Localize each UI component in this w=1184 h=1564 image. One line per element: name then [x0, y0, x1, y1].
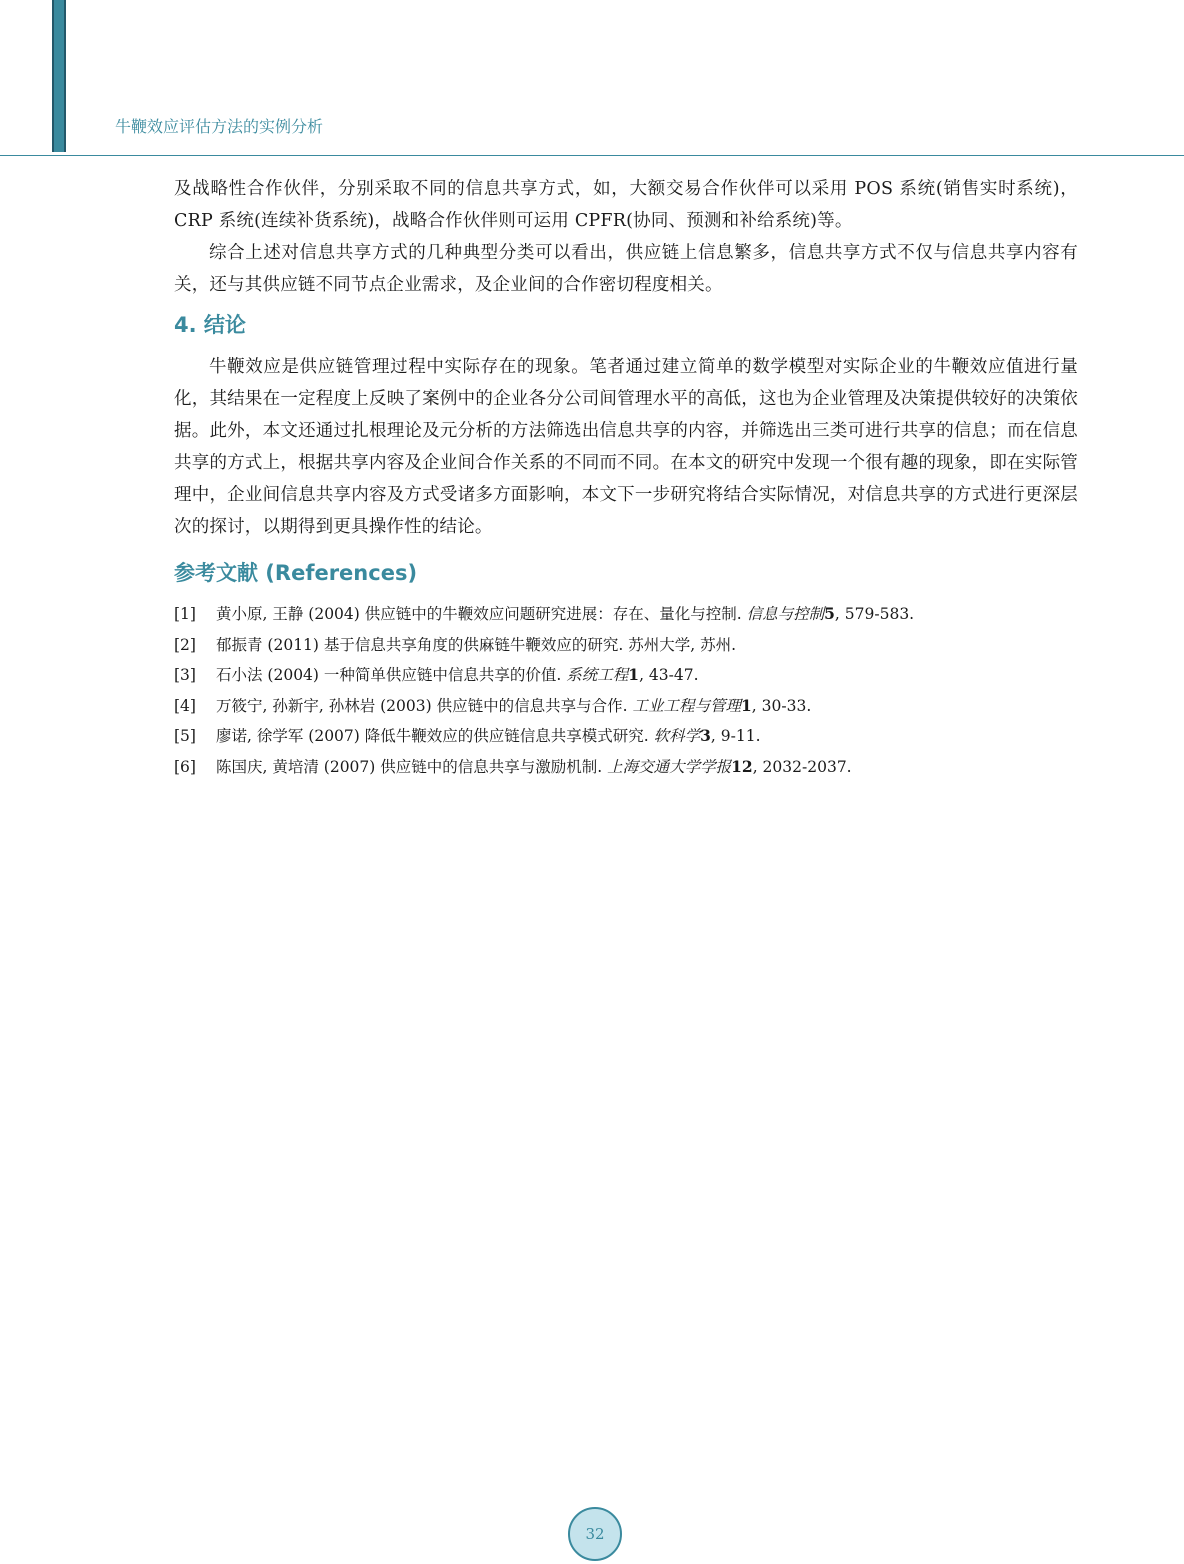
- section-heading-conclusion: 4. 结论: [174, 313, 246, 337]
- reference-item: [174, 599, 1078, 630]
- reference-journal: 信息与控制: [746, 605, 825, 623]
- reference-journal: 上海交通大学学报: [607, 757, 732, 776]
- reference-pages: , 2032-2037.: [752, 757, 852, 776]
- header-rule: [0, 155, 1184, 156]
- reference-text: [216, 660, 1078, 691]
- reference-item: [174, 721, 1078, 752]
- reference-item: [174, 752, 1078, 783]
- reference-volume: 12: [731, 756, 753, 776]
- reference-body: 黄小原, 王静 (2004) 供应链中的牛鞭效应问题研究进展：存在、量化与控制.: [216, 605, 747, 623]
- running-title: 牛鞭效应评估方法的实例分析: [115, 117, 324, 136]
- reference-text: [216, 752, 1078, 783]
- reference-body: 郁振青 (2011) 基于信息共享角度的供麻链牛鞭效应的研究. 苏州大学, 苏州.: [216, 635, 737, 654]
- reference-volume: 1: [740, 695, 752, 715]
- paragraph-conclusion: 牛鞭效应是供应链管理过程中实际存在的现象。笔者通过建立简单的数学模型对实际企业的牛鞭效应值进行量化，其结果在一定程度上反映了案例中的企业各分公司间管理水平的高低，这也为企业管理及决策提供较好的决策依据。此外，本文还通过扎根理论及元分析的方法筛选出信息共享的内容，并筛选出三类可进行共享的信息；而在信息共享的方式上，根据共享内容及企业间合作关系的不同而不同。在本文的研究中发现一个很有趣的现象，即在实际管理中，企业间信息共享内容及方式受诸多方面影响，本文下一步研究将结合实际情况，对信息共享的方式进行更深层次的探讨，以期得到更具操作性的结论。: [174, 357, 1078, 537]
- reference-item: [174, 660, 1078, 691]
- reference-body: 陈国庆, 黄培清 (2007) 供应链中的信息共享与激励机制.: [216, 757, 608, 776]
- reference-volume: 5: [824, 604, 835, 623]
- reference-pages: , 30-33.: [751, 696, 812, 715]
- reference-body: 廖诺, 徐学军 (2007) 降低牛鞭效应的供应链信息共享模式研究.: [216, 727, 654, 745]
- page-number: 32: [585, 1525, 605, 1543]
- paragraph-summary: 综合上述对信息共享方式的几种典型分类可以看出，供应链上信息繁多，信息共享方式不仅与信息共享内容有关，还与其供应链不同节点企业需求，及企业间的合作密切程度相关。: [174, 243, 1078, 295]
- reference-text: [216, 691, 1078, 722]
- reference-body: 石小法 (2004) 一种简单供应链中信息共享的价值.: [216, 666, 567, 684]
- reference-number: [4]: [174, 696, 196, 715]
- reference-body: 万筱宁, 孙新宇, 孙林岩 (2003) 供应链中的信息共享与合作.: [216, 696, 633, 715]
- reference-number: [5]: [174, 727, 196, 745]
- reference-text: [216, 721, 1078, 752]
- reference-volume: 1: [628, 665, 640, 684]
- reference-pages: , 579-583.: [834, 605, 915, 623]
- header-accent-bar: [52, 0, 66, 152]
- reference-text: [216, 599, 1078, 630]
- page-number-badge: [568, 1507, 622, 1561]
- reference-volume: 3: [700, 726, 711, 745]
- references-heading: 参考文献 (References): [174, 561, 418, 585]
- reference-pages: , 43-47.: [639, 666, 699, 684]
- reference-list: [174, 599, 1078, 782]
- reference-item: [174, 691, 1078, 722]
- reference-item: [174, 630, 1078, 661]
- reference-text: [216, 630, 1078, 661]
- reference-number: [1]: [174, 605, 196, 623]
- reference-journal: 系统工程: [566, 666, 629, 684]
- main-content: [174, 173, 1078, 782]
- reference-number: [3]: [174, 666, 196, 684]
- reference-journal: 软科学: [653, 727, 701, 745]
- reference-number: [2]: [174, 635, 196, 654]
- reference-journal: 工业工程与管理: [632, 696, 741, 715]
- reference-number: [6]: [174, 757, 196, 776]
- reference-pages: , 9-11.: [710, 727, 761, 745]
- paragraph-continued: 及战略性合作伙伴，分别采取不同的信息共享方式，如，大额交易合作伙伴可以采用 POS 系统(销售实时系统)，CRP 系统(连续补货系统)，战略合作伙伴则可运用 CPFR(协同、预测和补给系统)等。: [174, 179, 1078, 231]
